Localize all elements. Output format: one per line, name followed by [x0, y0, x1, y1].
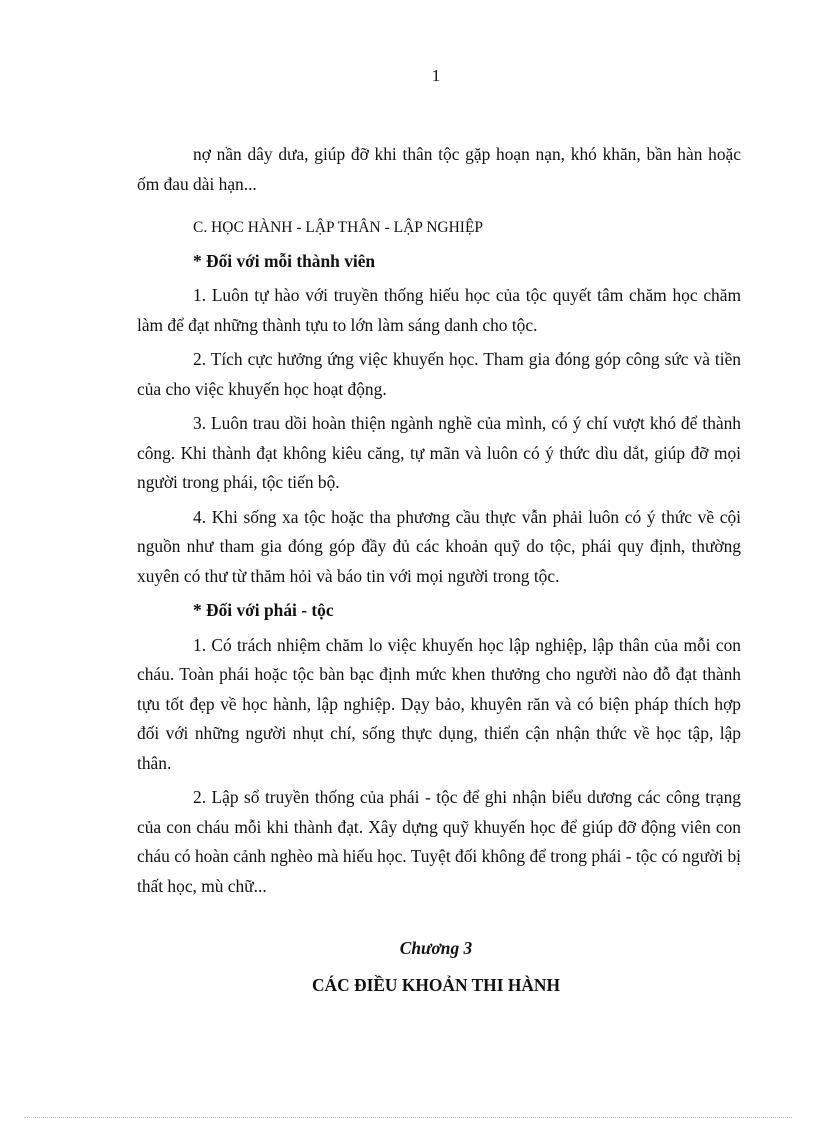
members-item-4: 4. Khi sống xa tộc hoặc tha phương cầu thực vẫn phải luôn có ý thức về cội nguồn như tham gia đóng góp đầy đủ các khoản quỹ do tộc, phái quy định, thường xuyên có thư từ thăm hỏi và báo tin với mọi người trong tộc.: [137, 506, 741, 586]
clan-item-2: 2. Lập sổ truyền thống của phái - tộc để ghi nhận biểu dương các công trạng của con cháu mỗi khi thành đạt. Xây dựng quỹ khuyến học để giúp đỡ động viên con cháu có hoàn cảnh nghèo mà hiếu học. Tuyệt đối không để trong phái - tộc có người bị thất học, mù chữ...: [137, 787, 741, 896]
page-number: 1: [431, 66, 441, 85]
members-item-2: 2. Tích cực hưởng ứng việc khuyến học. Tham gia đóng góp công sức và tiền của cho việc khuyến học hoạt động.: [137, 349, 741, 399]
document-body: [137, 140, 741, 906]
continuation-paragraph: nợ nần dây dưa, giúp đỡ khi thân tộc gặp hoạn nạn, khó khăn, bần hàn hoặc ốm đau dài hạn...: [137, 144, 741, 194]
members-heading: * Đối với mỗi thành viên: [193, 250, 376, 271]
chapter-title: CÁC ĐIỀU KHOẢN THI HÀNH: [311, 975, 560, 995]
chapter-label: Chương 3: [399, 938, 473, 958]
members-item-3: 3. Luôn trau dồi hoàn thiện ngành nghề của mình, có ý chí vượt khó để thành công. Khi thành đạt không kiêu căng, tự mãn và luôn có ý thức dìu dắt, giúp đỡ mọi người trong phái, tộc tiến bộ.: [137, 413, 741, 492]
section-heading: C. HỌC HÀNH - LẬP THÂN - LẬP NGHIỆP: [193, 219, 484, 236]
members-item-1: 1. Luôn tự hào với truyền thống hiếu học của tộc quyết tâm chăm học chăm làm để đạt những thành tựu to lớn làm sáng danh cho tộc.: [137, 285, 741, 335]
page-bottom-divider: [24, 1117, 792, 1118]
clan-heading: * Đối với phái - tộc: [193, 600, 334, 620]
clan-item-1: 1. Có trách nhiệm chăm lo việc khuyến học lập nghiệp, lập thân của mỗi con cháu. Toàn phái hoặc tộc bàn bạc định mức khen thưởng cho người nào đỗ đạt thành tựu tốt đẹp về học hành, lập nghiệp. Dạy bảo, khuyên răn và có biện pháp thích hợp đối với những người nhụt chí, sống thực dụng, thiển cận nhận thức về học tập, lập thân.: [137, 634, 741, 773]
